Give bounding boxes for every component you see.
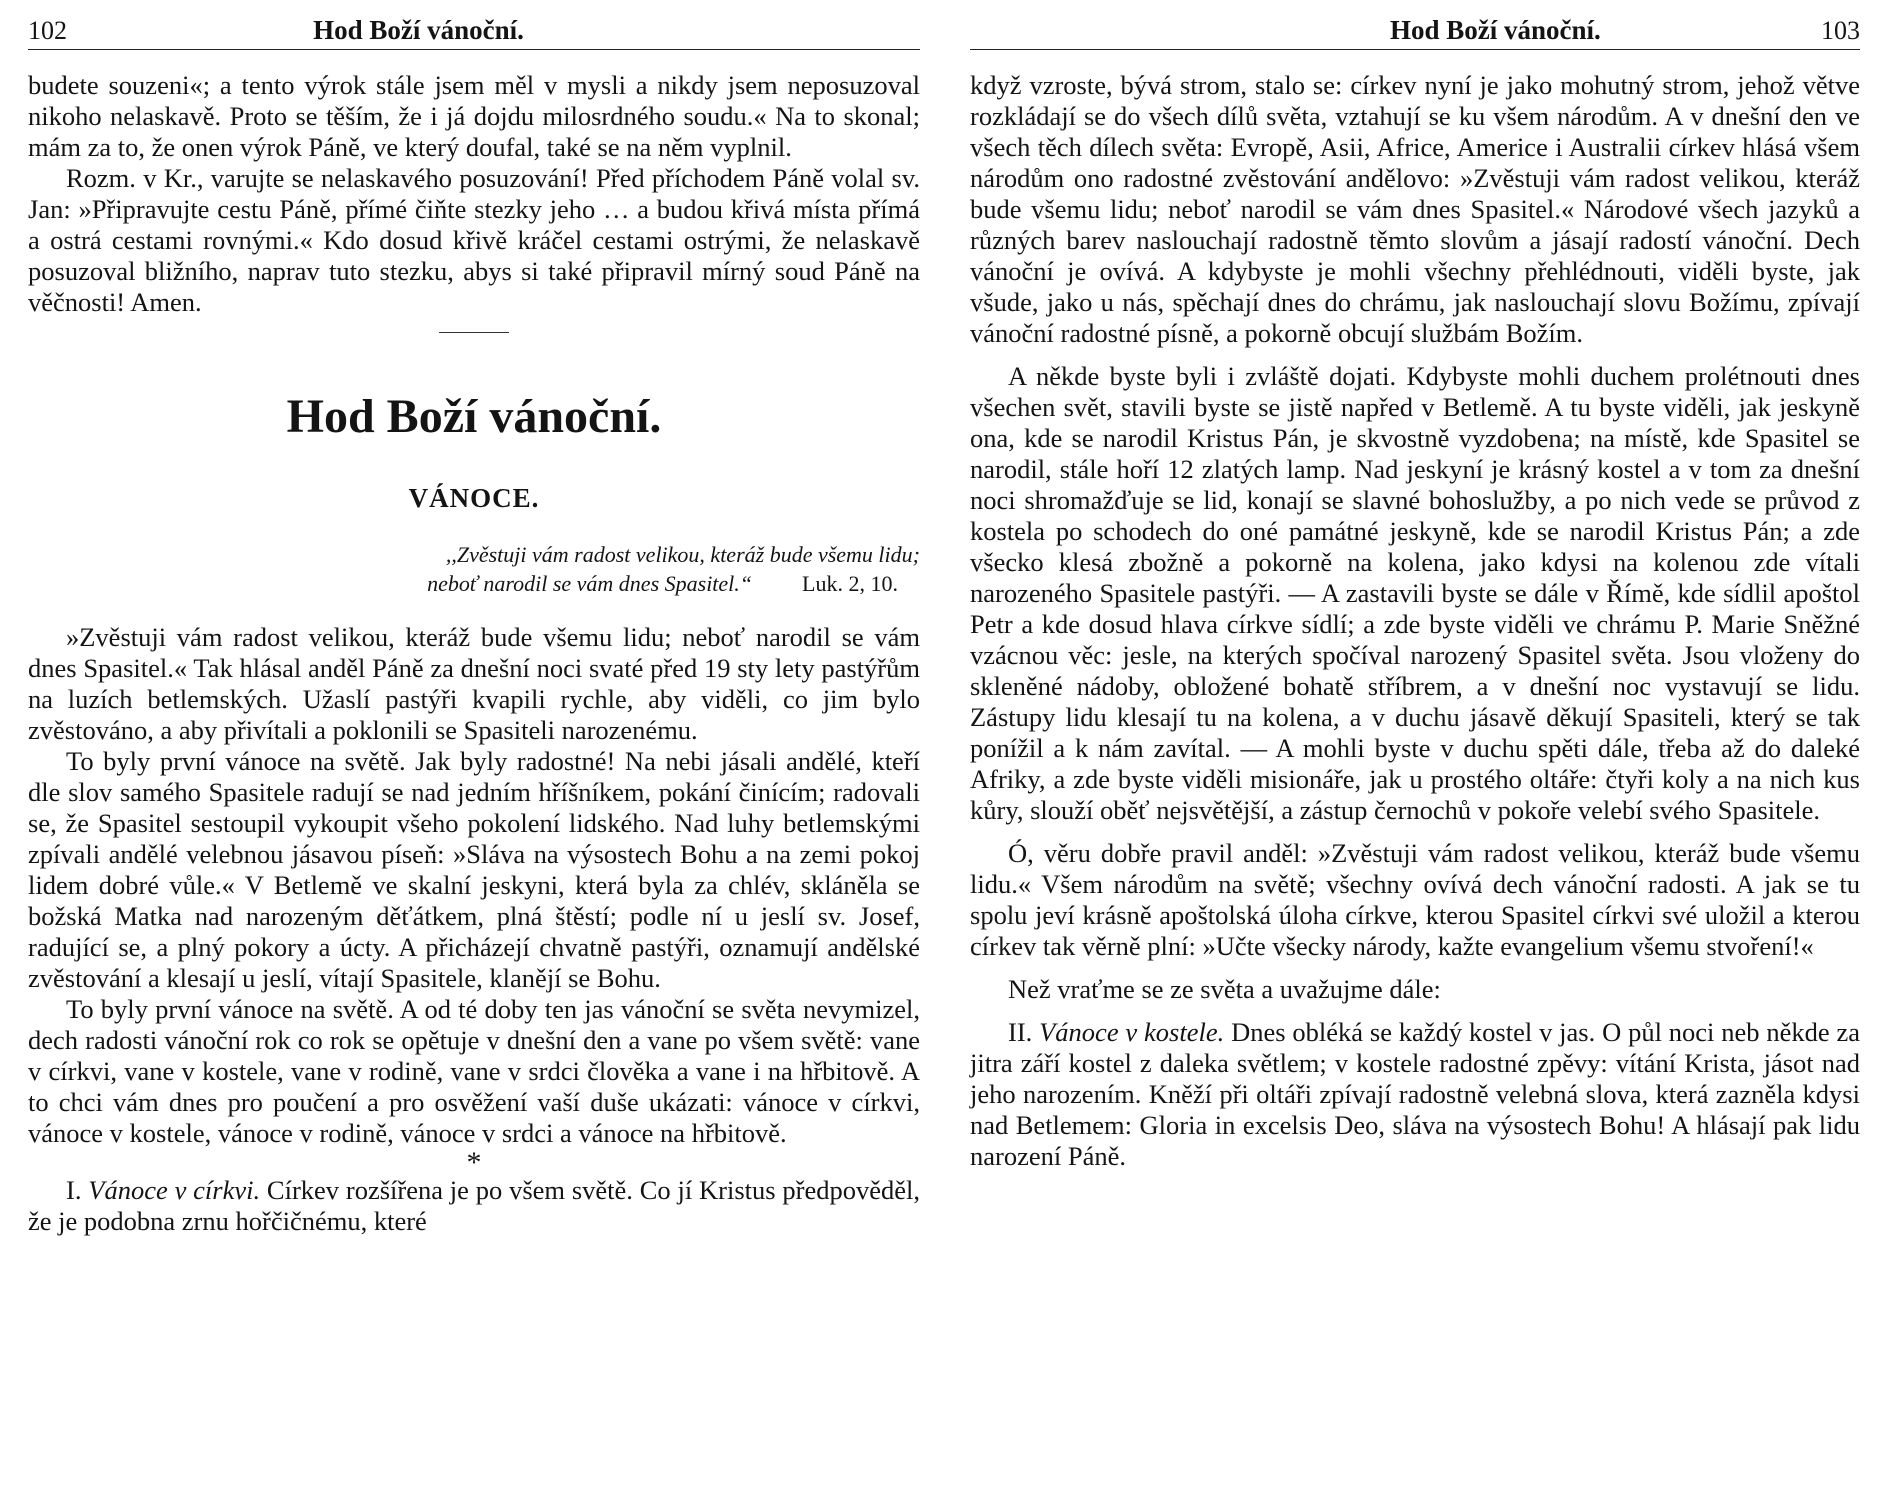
paragraph: Než vraťme se ze světa a uvažujme dále: — [1008, 974, 1441, 1004]
paragraph: Rozm. v Kr., varujte se nelaskavého posuzování! Před příchodem Páně volal sv. Jan: »Připravujte cestu Páně, přímé čiňte stezky jeho … a budou křivá místa přímá a ostrá cestami rovnými.« Kdo dosud křivě kráčel cestami ostrými, že nelaskavě posuzoval bližního, naprav tuto stezku, abys si také připravil mírný soud Páně na věčnosti! Amen. — [28, 163, 920, 317]
section-paragraph — [970, 1017, 1860, 1172]
right-page-body — [970, 70, 1860, 1172]
paragraph: To byly první vánoce na světě. A od té doby ten jas vánoční se světa nevymizel, dech radosti vánoční rok co rok se opětuje v dnešní den a vane po všem světě: vane v církvi, vane v kostele, vane v rodině, vane v srdci člověka a vane i na hřbitově. A to chci vám dnes pro poučení a pro osvěžení vaší duše ukázati: vánoce v církvi, vánoce v kostele, vánoce v rodině, vánoce v srdci a vánoce na hřbitově. — [28, 994, 920, 1148]
running-head — [970, 0, 1860, 50]
section-title: Vánoce v kostele. — [1039, 1017, 1225, 1047]
motto — [28, 540, 920, 598]
left-page — [28, 0, 920, 1237]
page-number: 102 — [28, 16, 67, 45]
section-label: II. — [1008, 1017, 1040, 1047]
motto-line: ,,Zvěstuji vám radost velikou, kteráž bude všemu lidu; — [445, 542, 920, 567]
section-title: Vánoce v církvi. — [88, 1175, 261, 1205]
section-separator: * — [466, 1146, 482, 1179]
motto-reference: Luk. 2, 10. — [802, 571, 898, 596]
left-page-body — [28, 70, 920, 1237]
section-paragraph — [28, 1175, 920, 1237]
running-head-title: Hod Boží vánoční. — [1390, 15, 1601, 45]
section-text: Církev rozšířena je po všem světě. Co jí Kristus předpověděl, že je podobna zrnu hořčičnému, které — [28, 1175, 921, 1236]
paragraph: Ó, věru dobře pravil anděl: »Zvěstuji vám radost velikou, kteráž bude všemu lidu.« Všem národům na světě; všechny ovívá dech vánoční radosti. A jak se tu spolu jeví krásně apoštolská úloha církve, kterou Spasitel církvi své uložil a kterou církev tak věrně plní: »Učte všecky národy, kažte evangelium všemu stvoření!« — [970, 838, 1860, 961]
sermon-subtitle: VÁNOCE. — [408, 483, 540, 513]
page-number: 103 — [1821, 16, 1860, 45]
divider — [439, 332, 509, 333]
section-text: Dnes obléká se každý kostel v jas. O půl noci neb někde za jitra září kostel z daleka světlem; v kostele radostné zpěvy: vítání Krista, jásot nad jeho narozením. Kněží při oltáři zpívají radostně velebná slova, která zazněla kdysi nad Betlemem: Gloria in excelsis Deo, sláva na výsostech Bohu! A hlásají pak lidu narození Páně. — [970, 1017, 1861, 1171]
paragraph: když vzroste, bývá strom, stalo se: církev nyní je jako mohutný strom, jehož větve rozkládají se do všech dílů světa, vztahují se ku všem národům. A v dnešní den ve všech těch dílech světa: Evropě, Asii, Africe, Americe i Australii církev hlásá všem národům ono radostné zvěstování andělovo: »Zvěstuji vám radost velikou, kteráž bude všemu lidu; neboť narodil se vám dnes Spasitel.« Národové všech jazyků a různých barev naslouchají radostně těmto slovům a jásají radostí vánoční. Dech vánoční je ovívá. A kdybyste je mohli všechny přehlédnouti, viděli byste, jak všude, jako u nás, spěchají dnes do chrámu, jak naslouchají slovu Božímu, zpívají vánoční radostné písně, a pokorně obcují službám Božím. — [970, 70, 1860, 348]
motto-text: neboť narodil se vám dnes Spasitel.“ — [427, 571, 753, 596]
paragraph: To byly první vánoce na světě. Jak byly radostné! Na nebi jásali andělé, kteří dle slov samého Spasitele radují se nad jedním hříšníkem, pokání činícím; radovali se, že Spasitel sestoupil vykoupit všeho pokolení lidského. Nad luhy betlemskými zpívali andělé velebnou jásavou píseň: »Sláva na výsostech Bohu a na zemi pokoj lidem dobré vůle.« V Betlemě ve skalní jeskyni, která byla za chlév, skláněla se božská Matka nad narozeným děťátkem, plná štěstí; podle ní u jeslí sv. Josef, radující se, a plný pokory a úcty. A přicházejí chvatně pastýři, oznamují andělské zvěstování a klesají u jeslí, vítají Spasitele, klanějí se Bohu. — [28, 746, 920, 993]
paragraph: A někde byste byli i zvláště dojati. Kdybyste mohli duchem prolétnouti dnes všechen svět, stavili byste se jistě napřed v Betlemě. A tu byste viděli, jak jeskyně ona, kde se narodil Kristus Pán, je skvostně vyzdobena; na místě, kde Spasitel se narodil, stále hoří 12 zlatých lamp. Nad jeskyní je krásný kostel a v tom za dnešní noci shromažďuje se lid, konají se slavné bohoslužby, a po nich vede se průvod z kostela po schodech do oné památné jeskyně, kde se narodil Kristus Pán; a zde všecko klesá zbožně a pokorně na kolena, jako kdysi na kolenou zde vítali narozeného Spasitele pastýři. — A zastavili byste se dále v Římě, kde sídlil apoštol Petr a kde dosud hlava církve sídlí; a zde byste viděli ve chrámu P. Marie Sněžné vzácnou věc: jesle, na kterých spočíval narozený Spasitel světa. Jsou vloženy do skleněné nádoby, obložené bohatě stříbrem, a v dnešní noc vystavují se lidu. Zástupy lidu klesají tu na kolena, a v duchu jásavě děkují Spasiteli, který se tak ponížil a k nám zavítal. — A mohli byste v duchu spěti dále, třeba až do daleké Afriky, a zde byste viděli misionáře, jak u prostého oltáře: čtyři koly a na nich kus kůry, slouží oběť nejsvětější, a zástup černochů v pokoře velebí svého Spasitele. — [970, 361, 1860, 825]
paragraph: budete souzeni«; a tento výrok stále jsem měl v mysli a nikdy jsem neposuzoval nikoho nelaskavě. Proto se těším, že i já dojdu milosrdného soudu.« Na to skonal; mám za to, že onen výrok Páně, ve který doufal, také se na něm vyplnil. — [28, 70, 920, 162]
motto-line — [28, 569, 920, 598]
paragraph: »Zvěstuji vám radost velikou, kteráž bude všemu lidu; neboť narodil se vám dnes Spasitel.« Tak hlásal anděl Páně za dnešní noci svaté před 19 sty lety pastýřům na luzích betlemských. Užaslí pastýři kvapili rychle, aby viděli, co jim bylo zvěstováno, a aby přivítali a poklonili se Spasiteli narozenému. — [28, 622, 920, 745]
running-head-title: Hod Boží vánoční. — [313, 15, 524, 45]
right-page — [970, 0, 1860, 1172]
running-head — [28, 0, 920, 50]
section-label: I. — [66, 1175, 89, 1205]
sermon-title: Hod Boží vánoční. — [286, 390, 662, 443]
